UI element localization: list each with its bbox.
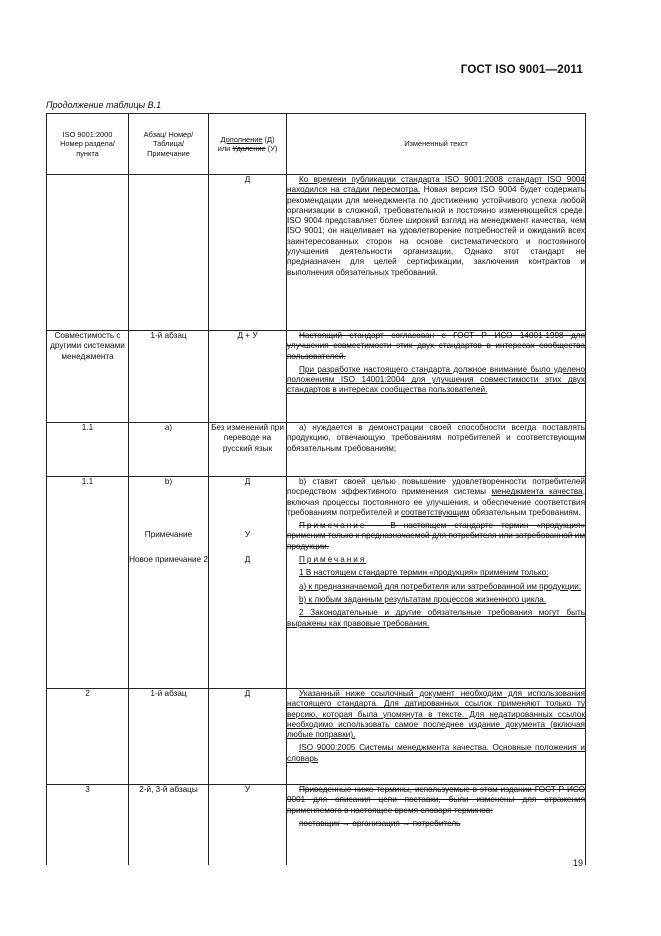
header-paragraph: Абзац/ Номер/ Таблица/ Примечание bbox=[129, 114, 209, 175]
change-type: Д bbox=[209, 689, 287, 785]
change-type: Д У Д bbox=[209, 477, 287, 689]
header-addition-label: Дополнение bbox=[220, 134, 263, 144]
document-title: ГОСТ ISO 9001—2011 bbox=[460, 64, 583, 76]
header-addition-deletion: Дополнение (Д) или Удаление (У) bbox=[209, 114, 287, 175]
change-type: Без изменений при переводе на русский язык bbox=[209, 423, 287, 477]
change-type: Д + У bbox=[209, 331, 287, 423]
changed-text: Указанный ниже ссылочный документ необходим для использования настоящего стандарта. Для датированных ссылок применяют только ту версию, которая была упомянута в тексте. Для недатированных ссылок необходимо использовать самое последнее издание документа (включая любые поправки). ISO 9000:2005 Системы менеджмента качества. Основные положения и словарь bbox=[287, 689, 586, 785]
page-number: 19 bbox=[572, 858, 583, 868]
changes-table bbox=[46, 113, 586, 865]
table-row: 1.1 а) Без изменений при переводе на русский язык а) нуждается в демонстрации своей способности всегда поставлять продукцию, отвечающую требованиям потребителей и соответствующим обязательным требованиям; bbox=[47, 423, 586, 477]
changed-text: Ко времени публикации стандарта ISO 9001:2008 стандарт ISO 9004 находился на стадии пересмотра. Новая версия ISO 9004 будет содержать рекомендации для менеджмента по достижению устойчивого успеха любой организации в сложной, требовательной и постоянно изменяющейся среде. ISO 9004 представляет более широкий взгляд на менеджмент качества, чем ISO 9001; он нацеливает на удовлетворение потребностей и ожиданий всех заинтересованных сторон на основе систематического и постоянного улучшения деятельности организации. Однако этот стандарт не предназначен для целей сертификации, заключения контрактов и выполнения обязательных требований. bbox=[287, 175, 586, 331]
deleted-text: Настоящий стандарт согласован с ГОСТ Р ИСО 14001-1998 для улучшения совместимости этих двух стандартов в интересах сообщества пользователей. bbox=[287, 331, 585, 361]
table-header-row bbox=[47, 114, 586, 175]
deleted-note: Примечание — В настоящем стандарте термин «продукция» применим только к предназначаемой для потребителя или затребованной им продукции. bbox=[287, 521, 585, 551]
header-section-number: ISO 9001:2000 Номер раздела/ пункта bbox=[47, 114, 129, 175]
table-caption: Продолжение таблицы В.1 bbox=[46, 100, 162, 110]
changed-text: а) нуждается в демонстрации своей способности всегда поставлять продукцию, отвечающую требованиям потребителей и соответствующим обязательным требованиям; bbox=[287, 423, 586, 477]
added-notes: Примечания 1 В настоящем стандарте термин «продукция» применим только: а) к предназначаемой для потребителя или затребованной им продукции; b) к любым заданным результатам процессов жизненного цикла. 2 Законодательные и другие обязательные требования могут быть выражены как правовые требования. bbox=[287, 555, 585, 628]
header-changed-text: Измененный текст bbox=[287, 114, 586, 175]
table-row: 1.1 b) Примечание Новое примечание 2 Д У Д b) ставит своей целью повышение удовлетворенности потребителей посредством эффективного применения системы менеджмента качества, включая процессы постоянного ее улучшения, и обеспечение соответствия требованиям потребителей и соответствующим обязательным требованиям. Примечание — В настоящем стандарте термин «продукция» применим только к предназначаемой для потребителя или затребованной им продукции. Примечания 1 В настоящем стандарте термин «продукция» применим только: а) к предназначаемой для потребителя или затребованной им продукции; b) к любым заданным результатам процессов жизненного цикла. 2 Законодательные и другие обязательные требования могут быть выражены как правовые требования. bbox=[47, 477, 586, 689]
changed-text: b) ставит своей целью повышение удовлетворенности потребителей посредством эффективного применения системы менеджмента качества, включая процессы постоянного ее улучшения, и обеспечение соответствия требованиям потребителей и соответствующим обязательным требованиям. Примечание — В настоящем стандарте термин «продукция» применим только к предназначаемой для потребителя или затребованной им продукции. Примечания 1 В настоящем стандарте термин «продукция» применим только: а) к предназначаемой для потребителя или затребованной им продукции; b) к любым заданным результатам процессов жизненного цикла. 2 Законодательные и другие обязательные требования могут быть выражены как правовые требования. bbox=[287, 477, 586, 689]
table-row: Совместимость с другими системами менеджмента 1-й абзац Д + У Настоящий стандарт согласован с ГОСТ Р ИСО 14001-1998 для улучшения совместимости этих двух стандартов в интересах сообщества пользователей. При разработке настоящего стандарта должное внимание было уделено положениям ISO 14001:2004 для улучшения совместимости этих двух стандартов в интересах сообщества пользователей. bbox=[47, 331, 586, 423]
changed-text bbox=[287, 331, 586, 423]
changed-text: Приведенные ниже термины, используемые в этом издании ГОСТ Р ИСО 9001 для описания цепи поставки, были изменены для отражения применяемого в настоящее время словаря терминов: поставщик → организация → потребитель bbox=[287, 785, 586, 865]
table-row bbox=[47, 175, 586, 331]
table-row: 3 2-й, 3-й абзацы У Приведенные ниже термины, используемые в этом издании ГОСТ Р ИСО 9001 для описания цепи поставки, были изменены для отражения применяемого в настоящее время словаря терминов: поставщик → организация → потребитель bbox=[47, 785, 586, 865]
added-text: При разработке настоящего стандарта должное внимание было уделено положениям ISO 14001:2004 для улучшения совместимости этих двух стандартов в интересах сообщества пользователей. bbox=[287, 364, 585, 395]
change-type: У bbox=[209, 785, 287, 865]
table-row: 2 1-й абзац Д Указанный ниже ссылочный документ необходим для использования настоящего стандарта. Для датированных ссылок применяют только ту версию, которая была упомянута в тексте. Для недатированных ссылок необходимо использовать самое последнее издание документа (включая любые поправки). ISO 9000:2005 Системы менеджмента качества. Основные положения и словарь bbox=[47, 689, 586, 785]
change-type: Д bbox=[209, 175, 287, 331]
header-deletion-label: Удаление bbox=[232, 144, 266, 153]
